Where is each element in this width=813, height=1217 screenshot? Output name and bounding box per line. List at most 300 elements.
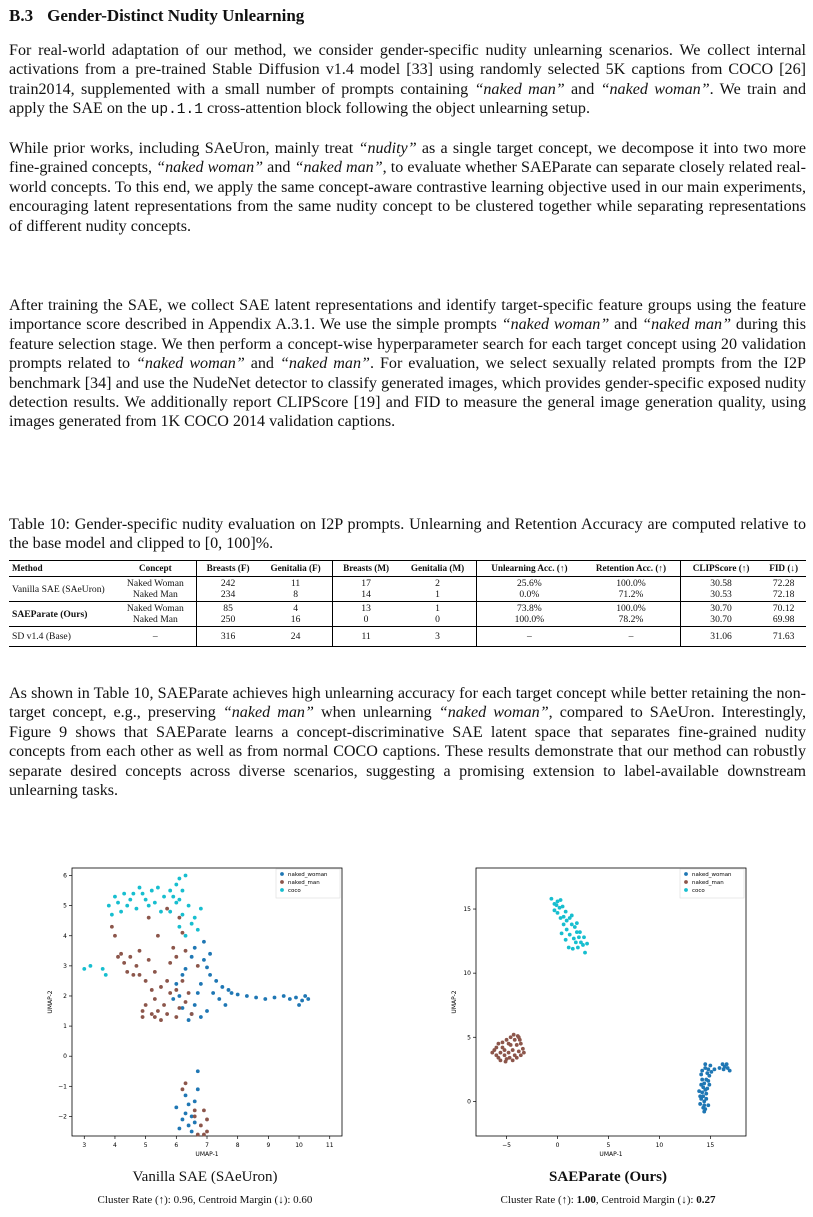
point-coco <box>553 908 557 912</box>
point-naked-man <box>153 970 157 974</box>
x-tick-label: 6 <box>174 1142 179 1149</box>
point-naked-man <box>490 1051 494 1055</box>
point-naked-woman <box>728 1069 732 1073</box>
x-tick-label: 7 <box>205 1142 209 1149</box>
point-naked-woman <box>294 996 298 1000</box>
table-cell: 24 <box>259 627 332 647</box>
point-naked-man <box>521 1047 525 1051</box>
point-coco <box>559 898 563 902</box>
point-naked-man <box>128 955 132 959</box>
point-coco <box>174 901 178 905</box>
point-naked-man <box>515 1043 519 1047</box>
point-coco <box>565 928 569 932</box>
point-naked-woman <box>700 1078 704 1082</box>
point-naked-man <box>494 1046 498 1050</box>
point-naked-woman <box>273 996 277 1000</box>
point-naked-woman <box>174 982 178 986</box>
point-naked-woman <box>699 1073 703 1077</box>
point-naked-man <box>181 931 185 935</box>
point-naked-man <box>162 1003 166 1007</box>
paragraph-2: While prior works, including SAeUron, mainly treat “nudity” as a single target concept, we decompose it into two more fine-grained concepts, “naked woman” and “naked man”, to evaluate whether SAEParate can separate closely related real-world concepts. To this end, we apply the same concept-aware contrastive learning objective used in our main experiments, encouraging latent representations from the same nudity concept to be clustered together while separating representations of different nudity concepts. <box>9 140 806 235</box>
point-naked-man <box>181 979 185 983</box>
point-coco <box>556 911 560 915</box>
table-caption: Table 10: Gender-specific nudity evaluation on I2P prompts. Unlearning and Retention Accuracy are computed relative to the base model and clipped to [0, 100]%. <box>9 516 806 553</box>
point-naked-woman <box>184 967 188 971</box>
legend-marker <box>280 888 284 892</box>
point-coco <box>181 889 185 893</box>
point-coco <box>113 895 117 899</box>
point-naked-woman <box>217 997 221 1001</box>
point-naked-man <box>153 997 157 1001</box>
table-cell: 13 0 <box>332 602 399 627</box>
point-coco <box>147 904 151 908</box>
point-naked-woman <box>181 973 185 977</box>
point-naked-woman <box>700 1091 704 1095</box>
point-naked-woman <box>288 997 292 1001</box>
x-tick-label: 15 <box>706 1142 715 1149</box>
point-naked-woman <box>263 997 267 1001</box>
table-cell: 1 0 <box>399 602 476 627</box>
table-header: Concept <box>115 561 196 577</box>
point-naked-woman <box>187 1018 191 1022</box>
legend-label: naked_woman <box>692 872 732 878</box>
point-coco <box>559 916 563 920</box>
table-cell: 3 <box>399 627 476 647</box>
x-tick-label: 10 <box>655 1142 664 1149</box>
y-tick-label: 2 <box>63 992 67 1000</box>
y-tick-label: 4 <box>63 932 67 940</box>
point-naked-woman <box>698 1094 702 1098</box>
point-naked-man <box>184 1081 188 1085</box>
point-coco <box>555 903 559 907</box>
point-naked-woman <box>199 1015 203 1019</box>
point-naked-woman <box>306 997 310 1001</box>
point-naked-woman <box>254 996 258 1000</box>
point-coco <box>138 886 142 890</box>
table-header: Retention Acc. (↑) <box>582 561 680 577</box>
point-coco <box>564 910 568 914</box>
point-naked-woman <box>706 1079 710 1083</box>
point-naked-man <box>156 934 160 938</box>
table-header: CLIPScore (↑) <box>680 561 761 577</box>
table-header: Breasts (M) <box>332 561 399 577</box>
table-cell: Naked Woman Naked Man <box>115 602 196 627</box>
figure-metrics-left: Cluster Rate (↑): 0.96, Centroid Margin (↓): 0.60 <box>97 1194 313 1206</box>
point-naked-man <box>141 1015 145 1019</box>
x-axis-label: UMAP-1 <box>195 1151 219 1158</box>
point-naked-woman <box>202 940 206 944</box>
point-naked-woman <box>208 973 212 977</box>
point-naked-man <box>144 1003 148 1007</box>
table-cell: 71.63 <box>761 627 806 647</box>
point-coco <box>122 892 126 896</box>
legend-marker <box>684 872 688 876</box>
point-coco <box>171 895 175 899</box>
point-naked-woman <box>193 1003 197 1007</box>
point-coco <box>131 892 135 896</box>
point-coco <box>125 904 129 908</box>
point-naked-man <box>205 1118 209 1122</box>
point-coco <box>570 914 574 918</box>
section-heading <box>9 6 304 26</box>
x-tick-label: 10 <box>295 1142 303 1149</box>
point-naked-man <box>503 1048 507 1052</box>
x-tick-label: 5 <box>143 1142 148 1149</box>
point-coco <box>174 883 178 887</box>
table-cell: 31.06 <box>680 627 761 647</box>
point-naked-man <box>501 1040 505 1044</box>
x-tick-label: 5 <box>606 1142 611 1149</box>
table-header: Unlearning Acc. (↑) <box>476 561 582 577</box>
point-naked-man <box>511 1048 515 1052</box>
point-coco <box>583 951 587 955</box>
umap-plot-vanilla <box>42 860 352 1160</box>
point-naked-man <box>511 1058 515 1062</box>
point-naked-woman <box>193 946 197 950</box>
point-naked-man <box>519 1053 523 1057</box>
point-coco <box>567 946 571 950</box>
point-coco <box>156 886 160 890</box>
point-naked-man <box>184 949 188 953</box>
point-naked-man <box>505 1038 509 1042</box>
point-naked-man <box>507 1051 511 1055</box>
point-naked-woman <box>702 1110 706 1114</box>
point-naked-man <box>156 1009 160 1013</box>
table-cell: 25.6% 0.0% <box>476 577 582 602</box>
table-cell: 17 14 <box>332 577 399 602</box>
legend-label: naked_man <box>288 880 320 886</box>
point-naked-man <box>113 934 117 938</box>
point-naked-man <box>516 1034 520 1038</box>
table-cell-method: SAEParate (Ours) <box>9 602 115 627</box>
point-naked-woman <box>227 988 231 992</box>
point-naked-woman <box>211 991 215 995</box>
table-cell: 72.28 72.18 <box>772 578 795 600</box>
figure-metrics-right: Cluster Rate (↑): 1.00, Centroid Margin (↓): 0.27 <box>500 1194 716 1206</box>
point-coco <box>568 933 572 937</box>
point-naked-woman <box>700 1069 704 1073</box>
point-naked-man <box>196 964 200 968</box>
point-coco <box>107 904 111 908</box>
point-naked-woman <box>709 1070 713 1074</box>
point-naked-man <box>171 946 175 950</box>
point-naked-woman <box>196 991 200 995</box>
point-naked-woman <box>202 958 206 962</box>
point-coco <box>570 923 574 927</box>
point-coco <box>119 910 123 914</box>
point-naked-woman <box>193 1121 197 1125</box>
point-coco <box>575 921 579 925</box>
point-naked-woman <box>193 1099 197 1103</box>
point-naked-woman <box>187 1124 191 1128</box>
point-naked-woman <box>205 1009 209 1013</box>
point-naked-man <box>518 1038 522 1042</box>
table-cell: 100.0% 71.2% <box>616 578 646 600</box>
point-coco <box>159 910 163 914</box>
point-coco <box>177 925 181 929</box>
point-coco <box>193 916 197 920</box>
y-axis-label: UMAP-2 <box>451 990 458 1014</box>
x-axis-label: UMAP-1 <box>599 1151 623 1158</box>
point-naked-man <box>507 1042 511 1046</box>
y-tick-label: 3 <box>63 962 67 970</box>
point-coco <box>101 967 105 971</box>
table-header: Genitalia (M) <box>399 561 476 577</box>
point-naked-man <box>177 916 181 920</box>
point-naked-woman <box>702 1103 706 1107</box>
point-naked-woman <box>196 1087 200 1091</box>
point-coco <box>144 898 148 902</box>
y-tick-label: 5 <box>63 902 67 910</box>
table-cell: 73.8% 100.0% <box>476 602 582 627</box>
legend-label: naked_woman <box>288 872 328 878</box>
point-naked-woman <box>303 994 307 998</box>
point-coco <box>574 940 578 944</box>
point-coco <box>135 907 139 911</box>
point-coco <box>177 898 181 902</box>
table-row <box>9 577 806 602</box>
point-naked-man <box>202 1133 206 1137</box>
point-naked-man <box>159 985 163 989</box>
point-naked-woman <box>698 1102 702 1106</box>
point-coco <box>577 935 581 939</box>
point-naked-man <box>202 1109 206 1113</box>
point-naked-man <box>174 988 178 992</box>
point-coco <box>190 922 194 926</box>
table-header: FID (↓) <box>761 561 806 577</box>
point-naked-man <box>138 973 142 977</box>
x-tick-label: 4 <box>113 1142 117 1149</box>
point-naked-man <box>184 1000 188 1004</box>
table-cell: 100.0% 78.2% <box>582 602 680 627</box>
x-tick-label: 0 <box>555 1142 560 1149</box>
point-naked-woman <box>187 1102 191 1106</box>
legend-label: coco <box>692 888 705 894</box>
point-coco <box>181 913 185 917</box>
point-coco <box>573 925 577 929</box>
table-cell: 30.70 30.70 <box>680 602 761 627</box>
table-cell: 70.12 69.98 <box>761 602 806 627</box>
point-naked-woman <box>196 1069 200 1073</box>
table-cell: 11 <box>332 627 399 647</box>
table-cell: – <box>582 627 680 647</box>
y-tick-label: −1 <box>58 1083 67 1091</box>
table-cell: Naked Woman Naked Man <box>126 578 184 600</box>
table-header: Genitalia (F) <box>259 561 332 577</box>
point-naked-woman <box>725 1062 729 1066</box>
point-coco <box>572 937 576 941</box>
point-coco <box>571 947 575 951</box>
point-coco <box>562 923 566 927</box>
point-coco <box>578 930 582 934</box>
y-tick-label: 0 <box>63 1053 67 1061</box>
point-coco <box>184 934 188 938</box>
section-number: B.3 <box>9 6 34 25</box>
point-naked-man <box>125 970 129 974</box>
point-naked-man <box>116 955 120 959</box>
table-cell: – <box>476 627 582 647</box>
y-tick-label: 10 <box>463 970 471 978</box>
point-naked-woman <box>297 1003 301 1007</box>
point-naked-woman <box>177 1127 181 1131</box>
paragraph-3: After training the SAE, we collect SAE latent representations and identify target-specific feature groups using the feature importance score described in Appendix A.3.1. We use the simple prompts “naked woman” and “naked man” during this feature selection stage. We then perform a concept-wise hyperparameter search for each target concept using 20 validation prompts related to “naked woman” and “naked man”. For evaluation, we select sexually related prompts from the I2P benchmark [34] and use the NudeNet detector to classify generated images, which provides gender-specific exposed nudity detection results. We additionally report CLIPScore [19] and FID to measure the general image generation quality, using images generated from 1K COCO 2014 validation captions. <box>9 297 806 431</box>
point-coco <box>89 964 93 968</box>
point-naked-woman <box>214 979 218 983</box>
point-naked-man <box>196 1133 200 1137</box>
point-naked-man <box>144 979 148 983</box>
point-naked-man <box>138 949 142 953</box>
point-naked-woman <box>282 994 286 998</box>
legend-marker <box>684 880 688 884</box>
point-naked-woman <box>190 955 194 959</box>
umap-plot-saeparate <box>446 860 756 1160</box>
point-naked-man <box>174 955 178 959</box>
point-coco <box>128 898 132 902</box>
point-naked-man <box>165 1012 169 1016</box>
y-tick-label: 1 <box>63 1023 67 1031</box>
point-naked-man <box>517 1049 521 1053</box>
point-coco <box>585 942 589 946</box>
results-table <box>9 560 806 647</box>
section-title: Gender-Distinct Nudity Unlearning <box>47 6 305 25</box>
point-naked-man <box>509 1035 513 1039</box>
point-naked-man <box>119 952 123 956</box>
point-coco <box>150 889 154 893</box>
point-naked-woman <box>208 952 212 956</box>
point-naked-woman <box>300 999 304 1003</box>
point-naked-woman <box>704 1097 708 1101</box>
x-tick-label: 11 <box>325 1142 334 1149</box>
y-tick-label: 6 <box>63 872 67 880</box>
point-naked-woman <box>236 993 240 997</box>
table-cell: 242 234 <box>196 577 259 602</box>
plot-frame <box>476 868 746 1136</box>
y-tick-label: −2 <box>58 1113 67 1121</box>
point-naked-man <box>168 991 172 995</box>
point-naked-man <box>168 961 172 965</box>
point-naked-woman <box>220 985 224 989</box>
point-naked-woman <box>174 1105 178 1109</box>
point-naked-woman <box>184 1112 188 1116</box>
point-naked-man <box>519 1042 523 1046</box>
point-naked-man <box>150 1012 154 1016</box>
legend-marker <box>684 888 688 892</box>
point-naked-man <box>499 1058 503 1062</box>
point-naked-man <box>513 1038 517 1042</box>
point-naked-woman <box>171 997 175 1001</box>
point-naked-man <box>199 1124 203 1128</box>
point-coco <box>199 907 203 911</box>
table-cell: 85 250 <box>196 602 259 627</box>
figure-caption-left: Vanilla SAE (SAeUron) <box>132 1169 278 1185</box>
point-naked-man <box>522 1051 526 1055</box>
table-cell: 4 16 <box>259 602 332 627</box>
point-naked-man <box>159 1018 163 1022</box>
point-naked-woman <box>245 994 249 998</box>
x-tick-label: −5 <box>502 1142 511 1149</box>
point-coco <box>162 895 166 899</box>
point-naked-woman <box>230 991 234 995</box>
point-naked-man <box>187 991 191 995</box>
y-tick-label: 5 <box>467 1034 471 1042</box>
table-header: Breasts (F) <box>196 561 259 577</box>
point-naked-woman <box>704 1092 708 1096</box>
point-naked-man <box>153 1015 157 1019</box>
table-row <box>9 627 806 647</box>
point-coco <box>582 935 586 939</box>
point-naked-man <box>499 1051 503 1055</box>
table-cell: 30.58 30.53 <box>680 577 761 602</box>
point-coco <box>565 919 569 923</box>
point-coco <box>564 938 568 942</box>
point-naked-woman <box>705 1087 709 1091</box>
point-naked-woman <box>705 1071 709 1075</box>
point-naked-woman <box>706 1103 710 1107</box>
point-naked-man <box>135 964 139 968</box>
point-naked-woman <box>699 1083 703 1087</box>
point-naked-man <box>515 1056 519 1060</box>
y-axis-label: UMAP-2 <box>47 990 54 1014</box>
point-coco <box>560 931 564 935</box>
point-coco <box>549 897 553 901</box>
point-naked-woman <box>703 1062 707 1066</box>
table-cell: 11 8 <box>290 578 301 600</box>
point-coco <box>168 889 172 893</box>
table-cell: 316 <box>196 627 259 647</box>
point-naked-man <box>504 1060 508 1064</box>
point-naked-man <box>122 961 126 965</box>
point-naked-man <box>193 1109 197 1113</box>
point-naked-man <box>181 1087 185 1091</box>
point-naked-woman <box>184 1093 188 1097</box>
point-naked-man <box>512 1033 516 1037</box>
point-coco <box>581 943 585 947</box>
point-coco <box>187 904 191 908</box>
point-naked-woman <box>718 1066 722 1070</box>
table-header-row <box>9 561 806 577</box>
point-naked-man <box>110 925 114 929</box>
point-naked-man <box>190 1012 194 1016</box>
point-naked-woman <box>177 994 181 998</box>
point-naked-man <box>205 1130 209 1134</box>
legend-label: coco <box>288 888 301 894</box>
y-tick-label: 15 <box>463 906 471 914</box>
table-row <box>9 602 806 627</box>
point-naked-woman <box>706 1067 710 1071</box>
point-naked-woman <box>199 982 203 986</box>
point-naked-man <box>508 1056 512 1060</box>
point-naked-man <box>147 958 151 962</box>
point-coco <box>116 901 120 905</box>
table-cell: – <box>115 627 196 647</box>
point-naked-man <box>503 1053 507 1057</box>
point-naked-man <box>497 1042 501 1046</box>
point-naked-man <box>150 988 154 992</box>
point-coco <box>104 973 108 977</box>
x-tick-label: 9 <box>266 1142 271 1149</box>
point-naked-woman <box>205 965 209 969</box>
point-naked-woman <box>713 1067 717 1071</box>
point-coco <box>141 892 145 896</box>
point-coco <box>184 874 188 878</box>
point-coco <box>196 928 200 932</box>
point-naked-man <box>131 973 135 977</box>
point-coco <box>82 967 86 971</box>
point-naked-woman <box>708 1064 712 1068</box>
point-coco <box>153 901 157 905</box>
point-coco <box>576 946 580 950</box>
point-naked-man <box>165 907 169 911</box>
